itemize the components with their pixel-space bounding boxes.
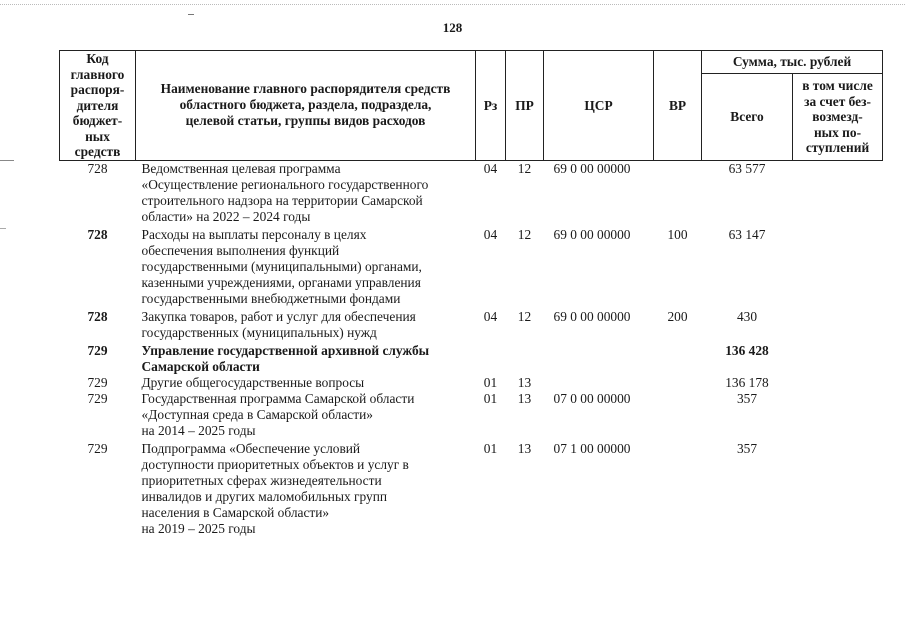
cell-csr: 69 0 00 00000 <box>553 226 631 242</box>
cell-vr <box>654 375 702 391</box>
header-rz: Рз <box>476 51 506 161</box>
cell-rz: 04 <box>483 160 498 176</box>
header-csr: ЦСР <box>544 51 654 161</box>
cell-csr: 69 0 00 00000 <box>553 308 631 324</box>
cell-pr: 13 <box>517 440 532 456</box>
table-row <box>60 391 883 439</box>
cell-name: Ведомственная целевая программа «Осуществление регионального государственного строительного надзора на территории Самарской области» на 2022 – 2024 годы <box>141 160 429 224</box>
table-row <box>60 341 883 375</box>
cell-name: Расходы на выплаты персоналу в целях обеспечения выполнения функций государственными (муниципальными) органами, казенными учреждениями, органами управления государственными внебюджетными фондами <box>141 226 422 306</box>
cell-pr <box>506 341 544 375</box>
cell-total: 136 428 <box>725 342 769 358</box>
cell-vr <box>654 160 702 225</box>
scan-top-edge <box>0 4 905 5</box>
cell-pr: 12 <box>517 226 532 242</box>
cell-code: 729 <box>87 440 108 456</box>
cell-rz <box>476 341 506 375</box>
scan-margin-mark <box>0 228 6 229</box>
cell-total: 430 <box>736 308 758 324</box>
cell-code: 728 <box>87 308 108 324</box>
header-sum: Сумма, тыс. рублей <box>702 51 883 74</box>
cell-total: 136 178 <box>725 374 769 390</box>
cell-total: 63 577 <box>728 160 766 176</box>
cell-free <box>793 391 883 439</box>
scan-margin-mark <box>0 160 14 161</box>
budget-table <box>59 50 883 537</box>
cell-name: Закупка товаров, работ и услуг для обеспечения государственных (муниципальных) нужд <box>141 308 416 340</box>
header-total: Всего <box>702 74 793 161</box>
cell-free <box>793 439 883 537</box>
table-row <box>60 307 883 341</box>
cell-rz: 01 <box>483 374 498 390</box>
scan-mark <box>188 14 194 15</box>
cell-csr: 69 0 00 00000 <box>553 160 631 176</box>
table-row <box>60 375 883 391</box>
table-row <box>60 225 883 307</box>
table-row <box>60 439 883 537</box>
header-code: Код главного распоря- дителя бюджет- ных средств <box>60 51 136 161</box>
cell-total: 357 <box>736 440 758 456</box>
cell-csr <box>544 341 654 375</box>
cell-rz: 04 <box>483 226 498 242</box>
cell-code: 729 <box>87 390 108 406</box>
cell-name: Подпрограмма «Обеспечение условий доступности приоритетных объектов и услуг в приоритетных сферах жизнедеятельности инвалидов и других маломобильных групп населения в Самарской области» на 2019 – 2025 годы <box>141 440 409 536</box>
cell-code: 729 <box>87 374 108 390</box>
cell-pr: 12 <box>517 308 532 324</box>
cell-code: 728 <box>87 160 108 176</box>
cell-rz: 01 <box>483 390 498 406</box>
page-number: 128 <box>442 20 463 35</box>
cell-free <box>793 225 883 307</box>
header-name: Наименование главного распорядителя средств областного бюджета, раздела, подраздела, целевой статьи, группы видов расходов <box>136 51 476 161</box>
cell-vr <box>654 439 702 537</box>
cell-pr: 13 <box>517 374 532 390</box>
cell-name: Управление государственной архивной службы Самарской области <box>141 342 430 374</box>
cell-total: 357 <box>736 390 758 406</box>
cell-csr <box>544 375 654 391</box>
cell-pr: 13 <box>517 390 532 406</box>
cell-vr: 100 <box>667 226 688 242</box>
cell-free <box>793 160 883 225</box>
table-row <box>60 160 883 225</box>
cell-vr <box>654 341 702 375</box>
cell-free <box>793 341 883 375</box>
cell-vr <box>654 391 702 439</box>
cell-csr: 07 0 00 00000 <box>553 390 631 406</box>
cell-pr: 12 <box>517 160 532 176</box>
cell-free <box>793 307 883 341</box>
header-pr: ПР <box>506 51 544 161</box>
cell-name: Государственная программа Самарской области «Доступная среда в Самарской области» на 2014 – 2025 годы <box>141 390 415 438</box>
cell-rz: 04 <box>483 308 498 324</box>
cell-total: 63 147 <box>728 226 766 242</box>
table-header <box>60 51 883 161</box>
cell-vr: 200 <box>667 308 688 324</box>
cell-rz: 01 <box>483 440 498 456</box>
cell-free <box>793 375 883 391</box>
cell-name: Другие общегосударственные вопросы <box>141 374 365 390</box>
header-free: в том числе за счет без- возмезд- ных по- ступлений <box>793 74 883 161</box>
header-vr: ВР <box>654 51 702 161</box>
cell-code: 728 <box>87 226 108 242</box>
cell-csr: 07 1 00 00000 <box>553 440 631 456</box>
cell-code: 729 <box>87 342 108 358</box>
